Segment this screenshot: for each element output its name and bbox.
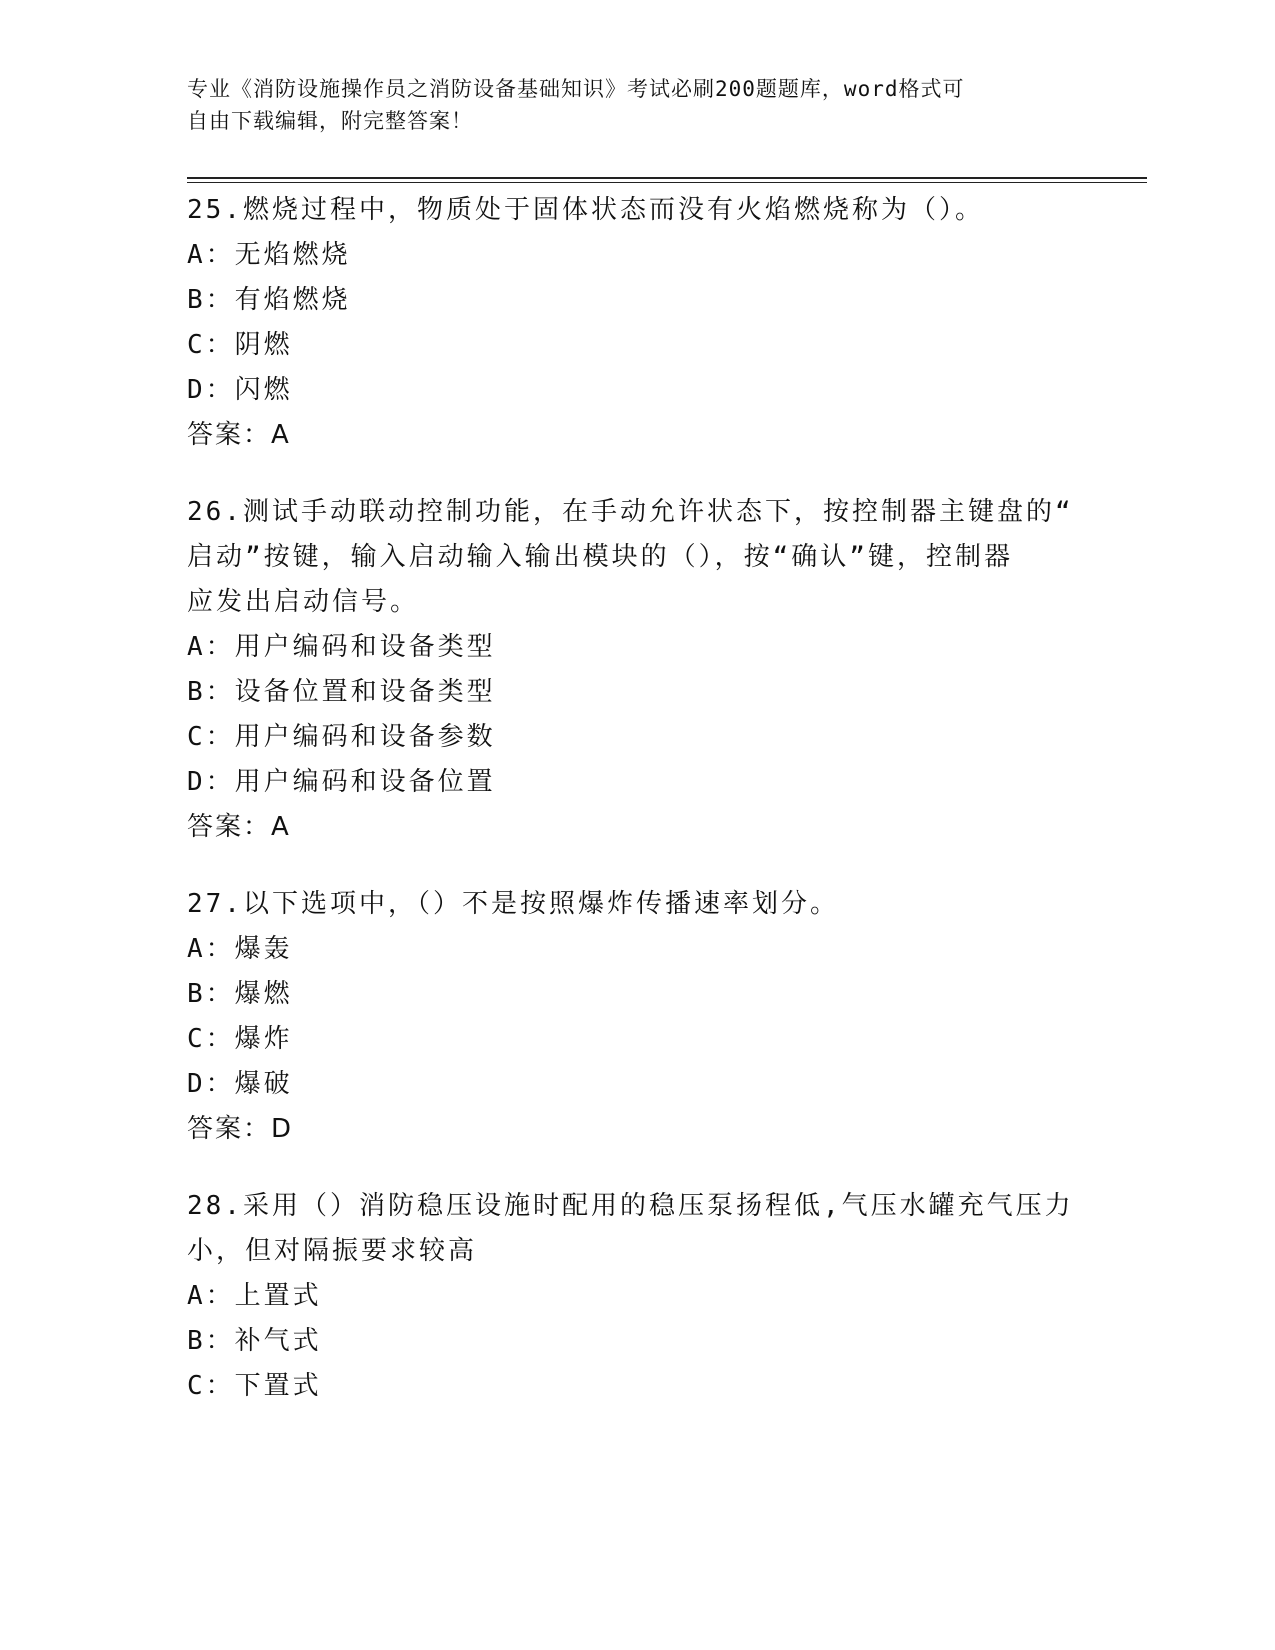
header-line-2: 自由下载编辑，附完整答案！: [187, 109, 473, 133]
answer-key: 答案：D: [187, 1114, 294, 1144]
question-stem-line-1: 26.测试手动联动控制功能，在手动允许状态下，按控制器主键盘的“: [187, 497, 1074, 527]
option-a: A：爆轰: [187, 934, 293, 964]
question-stem: 27.以下选项中，（）不是按照爆炸传播速率划分。: [187, 889, 839, 919]
option-a: A：用户编码和设备类型: [187, 632, 496, 662]
option-d: D：闪燃: [187, 375, 293, 405]
question-25: [187, 188, 1087, 458]
option-a: A：上置式: [187, 1281, 322, 1311]
option-d: D：用户编码和设备位置: [187, 767, 496, 797]
option-c: C：用户编码和设备参数: [187, 722, 496, 752]
option-b: B：爆燃: [187, 979, 293, 1009]
option-b: B：有焰燃烧: [187, 285, 351, 315]
question-28: [187, 1184, 1087, 1409]
question-27: [187, 882, 1087, 1152]
option-c: C：下置式: [187, 1371, 322, 1401]
document-header: [187, 73, 1087, 137]
option-c: C：爆炸: [187, 1024, 293, 1054]
answer-key: 答案：A: [187, 420, 291, 450]
question-stem-line-2: 启动”按键，输入启动输入输出模块的（），按“确认”键，控制器: [187, 542, 1013, 572]
option-d: D：爆破: [187, 1069, 293, 1099]
option-a: A：无焰燃烧: [187, 240, 351, 270]
option-c: C：阴燃: [187, 330, 293, 360]
header-divider-thick: [187, 177, 1147, 179]
answer-key: 答案：A: [187, 812, 291, 842]
header-line-1: 专业《消防设施操作员之消防设备基础知识》考试必刷200题题库，word格式可: [187, 77, 965, 101]
question-stem-line-2: 小，但对隔振要求较高: [187, 1236, 478, 1266]
question-stem: 25.燃烧过程中，物质处于固体状态而没有火焰燃烧称为（）。: [187, 195, 984, 225]
option-b: B：设备位置和设备类型: [187, 677, 496, 707]
question-stem-line-3: 应发出启动信号。: [187, 587, 420, 617]
question-26: [187, 490, 1087, 850]
header-divider-thin: [187, 182, 1147, 183]
question-list: [187, 188, 1087, 1441]
option-b: B：补气式: [187, 1326, 322, 1356]
question-stem-line-1: 28.采用（）消防稳压设施时配用的稳压泵扬程低,气压水罐充气压力: [187, 1191, 1074, 1221]
